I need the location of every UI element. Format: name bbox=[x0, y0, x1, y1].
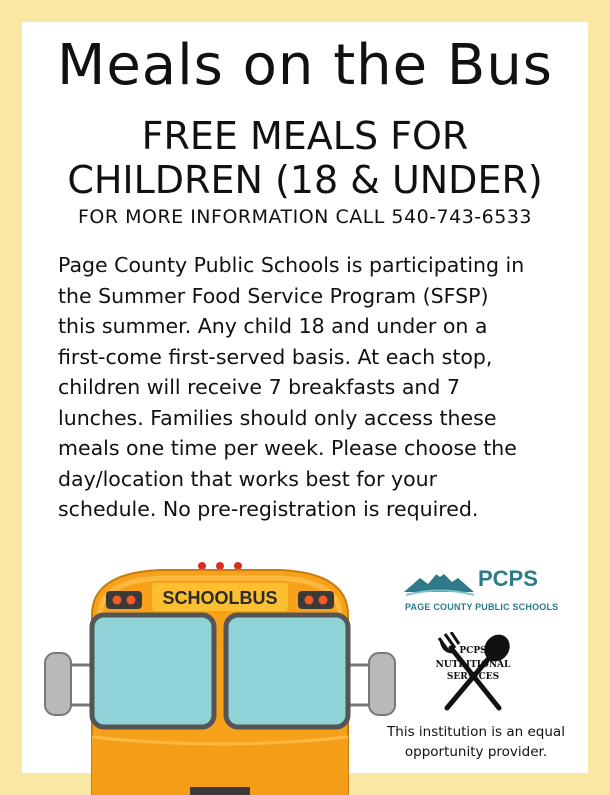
left-mirror-icon bbox=[45, 653, 71, 715]
nutrition-logo-line1: PCPS bbox=[459, 646, 487, 656]
description-line: day/location that works best for your bbox=[58, 466, 438, 491]
description-line: first-come first-served basis. At each stop, bbox=[58, 344, 493, 369]
nutrition-logo-line2: NUTRITIONAL bbox=[435, 660, 511, 670]
right-mirror-icon bbox=[369, 653, 395, 715]
program-description bbox=[58, 250, 578, 525]
school-bus-illustration bbox=[40, 555, 400, 795]
statement-line2: opportunity provider. bbox=[404, 744, 548, 760]
statement-line1: This institution is an equal bbox=[387, 724, 565, 740]
bus-sign: SCHOOLBUS bbox=[162, 588, 278, 608]
description-line: children will receive 7 breakfasts and 7 bbox=[58, 375, 460, 399]
pcps-logo-name: PCPS bbox=[478, 566, 538, 591]
equal-opportunity-statement bbox=[378, 722, 574, 762]
contact-info: FOR MORE INFORMATION CALL 540-743-6533 bbox=[77, 206, 533, 228]
flyer-subtitle-line1: FREE MEALS FOR bbox=[141, 114, 469, 158]
flyer-title: Meals on the Bus bbox=[57, 33, 553, 98]
description-line: meals one time per week. Please choose the bbox=[58, 436, 517, 460]
description-line: schedule. No pre-registration is required. bbox=[58, 497, 479, 521]
bus-windshield-left bbox=[92, 615, 214, 727]
description-line: this summer. Any child 18 and under on a bbox=[58, 314, 488, 338]
nutrition-logo-line3: SERVICES bbox=[446, 672, 500, 682]
pcps-logo-fullname: PAGE COUNTY PUBLIC SCHOOLS bbox=[405, 602, 559, 612]
description-line: lunches. Families should only access these bbox=[58, 405, 497, 430]
description-line: Page County Public Schools is participating in bbox=[58, 253, 525, 277]
bus-windshield-right bbox=[226, 615, 348, 727]
flyer-subtitle-line2: CHILDREN (18 & UNDER) bbox=[67, 158, 543, 202]
description-line: the Summer Food Service Program (SFSP) bbox=[58, 283, 489, 308]
